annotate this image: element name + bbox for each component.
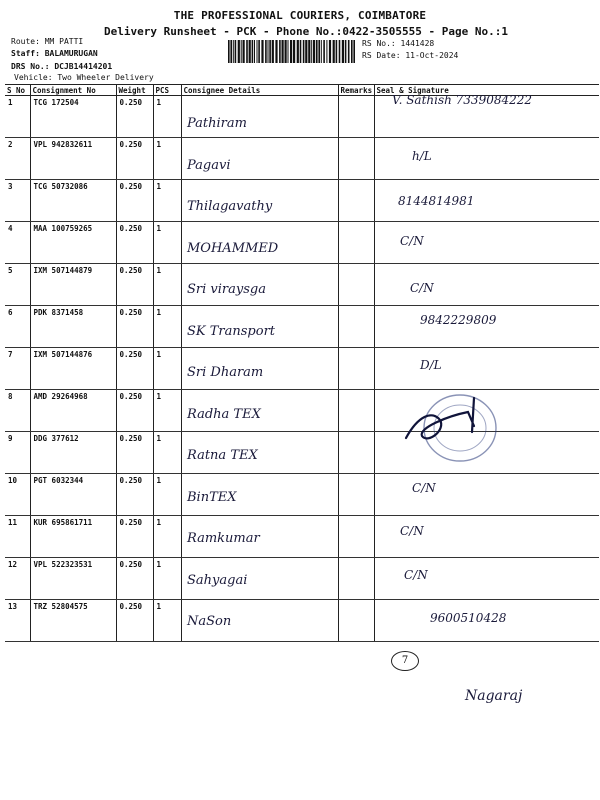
table-row [5, 138, 599, 180]
handwritten-signature: 9600510428 [430, 611, 507, 625]
handwritten-consignee-name: Ramkumar [187, 531, 260, 546]
row-consignment-no: TCG 172504 [30, 96, 116, 138]
seal-stamp-icon [388, 386, 508, 466]
row-pcs: 1 [153, 222, 181, 264]
row-weight: 0.250 [116, 222, 153, 264]
table-row [5, 516, 599, 558]
col-header-consignment: Consignment No [30, 85, 116, 96]
row-remarks-cell [338, 558, 374, 600]
table-row [5, 306, 599, 348]
handwritten-signature: V. Sathish 7339084222 [392, 93, 533, 107]
row-signature-cell [374, 348, 599, 390]
row-weight: 0.250 [116, 390, 153, 432]
col-header-remarks: Remarks [338, 85, 374, 96]
row-sno: 7 [5, 348, 30, 390]
row-pcs: 1 [153, 600, 181, 642]
runsheet-title: Delivery Runsheet - PCK - Phone No.:0422-3505555 - Page No.:1 [104, 25, 508, 38]
handwritten-consignee-name: BinTEX [187, 489, 237, 505]
row-pcs: 1 [153, 516, 181, 558]
handwritten-consignee-name: Sahyagai [187, 572, 248, 588]
row-weight: 0.250 [116, 138, 153, 180]
handwritten-consignee-name: Pathiram [187, 116, 247, 131]
handwritten-consignee-name: Ratna TEX [187, 448, 258, 463]
vehicle-label: Vehicle: Two Wheeler Delivery [14, 73, 154, 82]
row-weight: 0.250 [116, 516, 153, 558]
row-pcs: 1 [153, 138, 181, 180]
row-consignment-no: TCG 50732086 [30, 180, 116, 222]
runsheet-table [5, 84, 599, 642]
row-weight: 0.250 [116, 348, 153, 390]
row-pcs: 1 [153, 180, 181, 222]
row-consignment-no: AMD 29264968 [30, 390, 116, 432]
row-sno: 2 [5, 138, 30, 180]
row-pcs: 1 [153, 390, 181, 432]
rs-number: RS No.: 1441428 [362, 39, 435, 48]
footer-signature: Nagaraj [465, 688, 523, 704]
rs-date: RS Date: 11-Oct-2024 [362, 51, 459, 60]
row-weight: 0.250 [116, 474, 153, 516]
handwritten-consignee-name: MOHAMMED [187, 240, 279, 256]
drs-number: DRS No.: DCJB14414201 [11, 62, 113, 71]
col-header-signature: Seal & Signature [374, 85, 599, 96]
handwritten-signature: C/N [400, 233, 424, 248]
table-row [5, 180, 599, 222]
table-row [5, 390, 599, 432]
row-signature-cell [374, 138, 599, 180]
row-consignment-no: IXM 507144876 [30, 348, 116, 390]
handwritten-consignee-name: Thilagavathy [187, 199, 273, 214]
row-consignment-no: PGT 6032344 [30, 474, 116, 516]
row-weight: 0.250 [116, 264, 153, 306]
table-row [5, 432, 599, 474]
row-consignment-no: MAA 100759265 [30, 222, 116, 264]
row-consignment-no: KUR 695861711 [30, 516, 116, 558]
row-pcs: 1 [153, 306, 181, 348]
row-pcs: 1 [153, 348, 181, 390]
row-sno: 9 [5, 432, 30, 474]
handwritten-consignee-name: NaSon [187, 614, 232, 629]
handwritten-signature: 9842229809 [420, 312, 497, 327]
handwritten-consignee-name: Pagavi [187, 157, 231, 173]
row-remarks-cell [338, 600, 374, 642]
handwritten-consignee-name: Sri Dharam [187, 365, 264, 380]
row-weight: 0.250 [116, 600, 153, 642]
row-weight: 0.250 [116, 180, 153, 222]
handwritten-signature: C/N [404, 567, 428, 582]
handwritten-signature: h/L [412, 148, 432, 163]
handwritten-signature: C/N [400, 524, 424, 538]
row-remarks-cell [338, 516, 374, 558]
row-sno: 4 [5, 222, 30, 264]
table-row [5, 474, 599, 516]
barcode-icon [228, 40, 356, 63]
circled-page-mark: 7 [391, 651, 419, 671]
row-remarks-cell [338, 96, 374, 138]
row-consignment-no: PDK 8371458 [30, 306, 116, 348]
row-sno: 3 [5, 180, 30, 222]
row-sno: 5 [5, 264, 30, 306]
row-sno: 1 [5, 96, 30, 138]
row-sno: 11 [5, 516, 30, 558]
row-sno: 13 [5, 600, 30, 642]
handwritten-signature: C/N [412, 480, 436, 495]
row-signature-cell [374, 264, 599, 306]
row-remarks-cell [338, 264, 374, 306]
col-header-pcs: PCS [153, 85, 181, 96]
row-consignment-no: VPL 942832611 [30, 138, 116, 180]
row-weight: 0.250 [116, 558, 153, 600]
row-remarks-cell [338, 180, 374, 222]
row-sno: 10 [5, 474, 30, 516]
row-remarks-cell [338, 222, 374, 264]
row-consignment-no: DDG 377612 [30, 432, 116, 474]
row-consignment-no: IXM 507144879 [30, 264, 116, 306]
row-consignment-no: VPL 522323531 [30, 558, 116, 600]
route-label: Route: MM PATTI [11, 37, 84, 46]
company-title: THE PROFESSIONAL COURIERS, COIMBATORE [173, 9, 427, 22]
handwritten-signature: D/L [420, 358, 442, 372]
col-header-sno: S No [5, 85, 30, 96]
row-pcs: 1 [153, 432, 181, 474]
row-remarks-cell [338, 432, 374, 474]
row-pcs: 1 [153, 264, 181, 306]
row-remarks-cell [338, 474, 374, 516]
row-remarks-cell [338, 306, 374, 348]
row-sno: 12 [5, 558, 30, 600]
table-row [5, 348, 599, 390]
col-header-weight: Weight [116, 85, 153, 96]
row-pcs: 1 [153, 96, 181, 138]
handwritten-consignee-name: Sri viraysga [187, 282, 266, 297]
handwritten-signature: 8144814981 [398, 194, 475, 208]
handwritten-signature: C/N [410, 281, 434, 295]
table-row [5, 558, 599, 600]
handwritten-consignee-name: Radha TEX [187, 406, 261, 422]
row-consignment-no: TRZ 52804575 [30, 600, 116, 642]
row-remarks-cell [338, 348, 374, 390]
row-pcs: 1 [153, 474, 181, 516]
row-pcs: 1 [153, 558, 181, 600]
row-sno: 8 [5, 390, 30, 432]
row-weight: 0.250 [116, 306, 153, 348]
staff-label: Staff: BALAMURUGAN [11, 49, 98, 58]
table-row [5, 264, 599, 306]
row-remarks-cell [338, 390, 374, 432]
row-remarks-cell [338, 138, 374, 180]
row-weight: 0.250 [116, 96, 153, 138]
handwritten-consignee-name: SK Transport [187, 323, 276, 339]
table-row [5, 600, 599, 642]
row-signature-cell [374, 474, 599, 516]
row-sno: 6 [5, 306, 30, 348]
table-row [5, 222, 599, 264]
col-header-consignee: Consignee Details [181, 85, 338, 96]
row-weight: 0.250 [116, 432, 153, 474]
